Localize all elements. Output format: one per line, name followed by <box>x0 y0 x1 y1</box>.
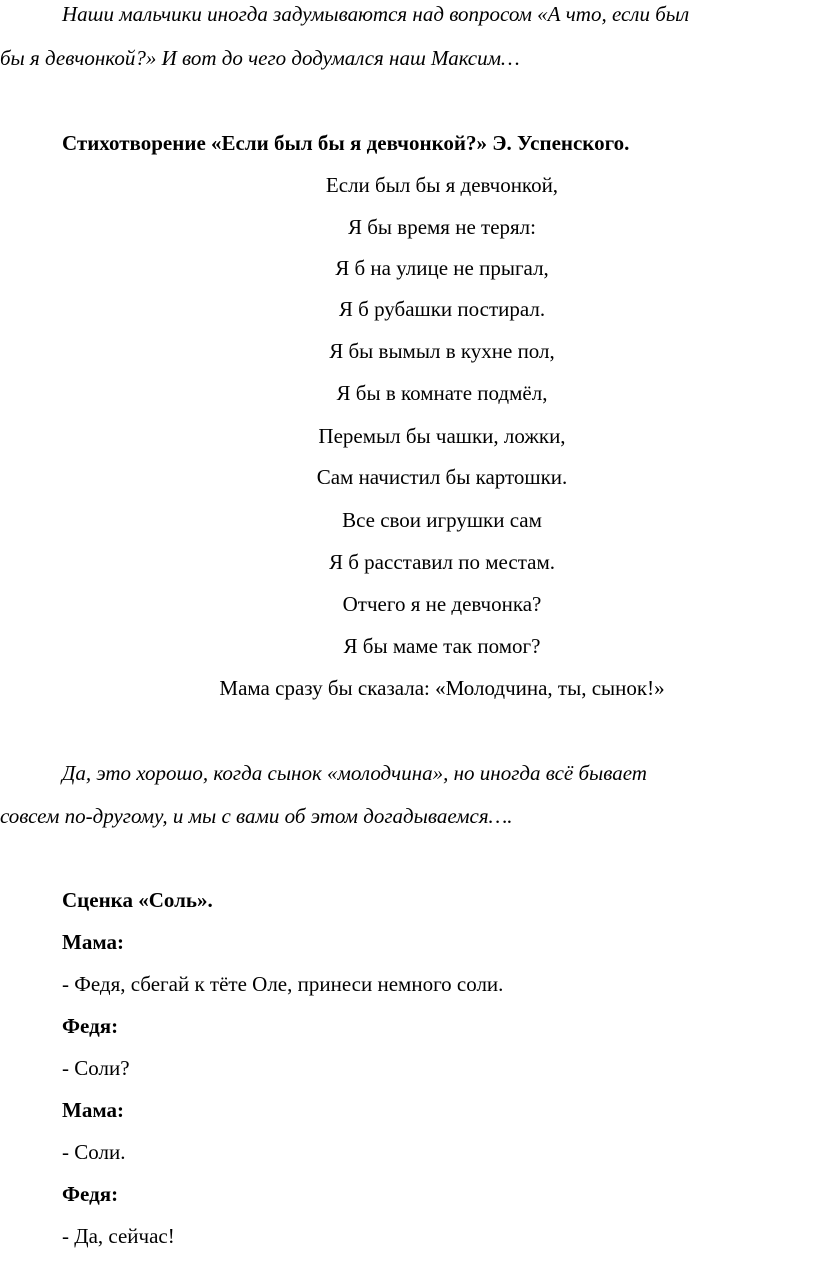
poem-line: Я б расставил по местам. <box>328 550 556 574</box>
poem-line: Я бы маме так помог? <box>343 634 541 658</box>
dialogue-line: - Федя, сбегай к тёте Оле, принеси немного соли. <box>62 972 504 996</box>
poem-line: Мама сразу бы сказала: «Молодчина, ты, сынок!» <box>219 676 665 700</box>
poem-line: Отчего я не девчонка? <box>342 592 542 616</box>
speaker-label: Федя: <box>62 1182 119 1206</box>
poem-line: Я бы вымыл в кухне пол, <box>329 339 555 363</box>
scene-title: Сценка «Соль». <box>62 888 213 912</box>
transition-line-2: совсем по-другому, и мы с вами об этом догадываемся…. <box>0 804 513 828</box>
poem-line: Я б на улице не прыгал, <box>335 256 549 280</box>
speaker-label: Мама: <box>62 930 124 954</box>
poem-line: Я бы в комнате подмёл, <box>336 381 548 405</box>
speaker-label: Мама: <box>62 1098 124 1122</box>
poem-heading: Стихотворение «Если был бы я девчонкой?» Э. Успенского. <box>62 131 630 155</box>
poem-line: Сам начистил бы картошки. <box>316 465 568 489</box>
poem-line: Если был бы я девчонкой, <box>325 173 559 197</box>
intro-line-2: бы я девчонкой?» И вот до чего додумался наш Максим… <box>0 46 520 70</box>
intro-line-1: Наши мальчики иногда задумываются над вопросом «А что, если был <box>62 2 690 26</box>
poem-line: Все свои игрушки сам <box>342 508 542 532</box>
dialogue-line: - Да, сейчас! <box>62 1224 175 1248</box>
transition-line-1: Да, это хорошо, когда сынок «молодчина», но иногда всё бывает <box>62 761 647 785</box>
speaker-label: Федя: <box>62 1014 119 1038</box>
dialogue-line: - Соли. <box>62 1140 126 1164</box>
poem-line: Я бы время не терял: <box>347 215 536 239</box>
poem-line: Перемыл бы чашки, ложки, <box>318 424 566 448</box>
dialogue-line: - Соли? <box>62 1056 130 1080</box>
poem-line: Я б рубашки постирал. <box>338 297 546 321</box>
